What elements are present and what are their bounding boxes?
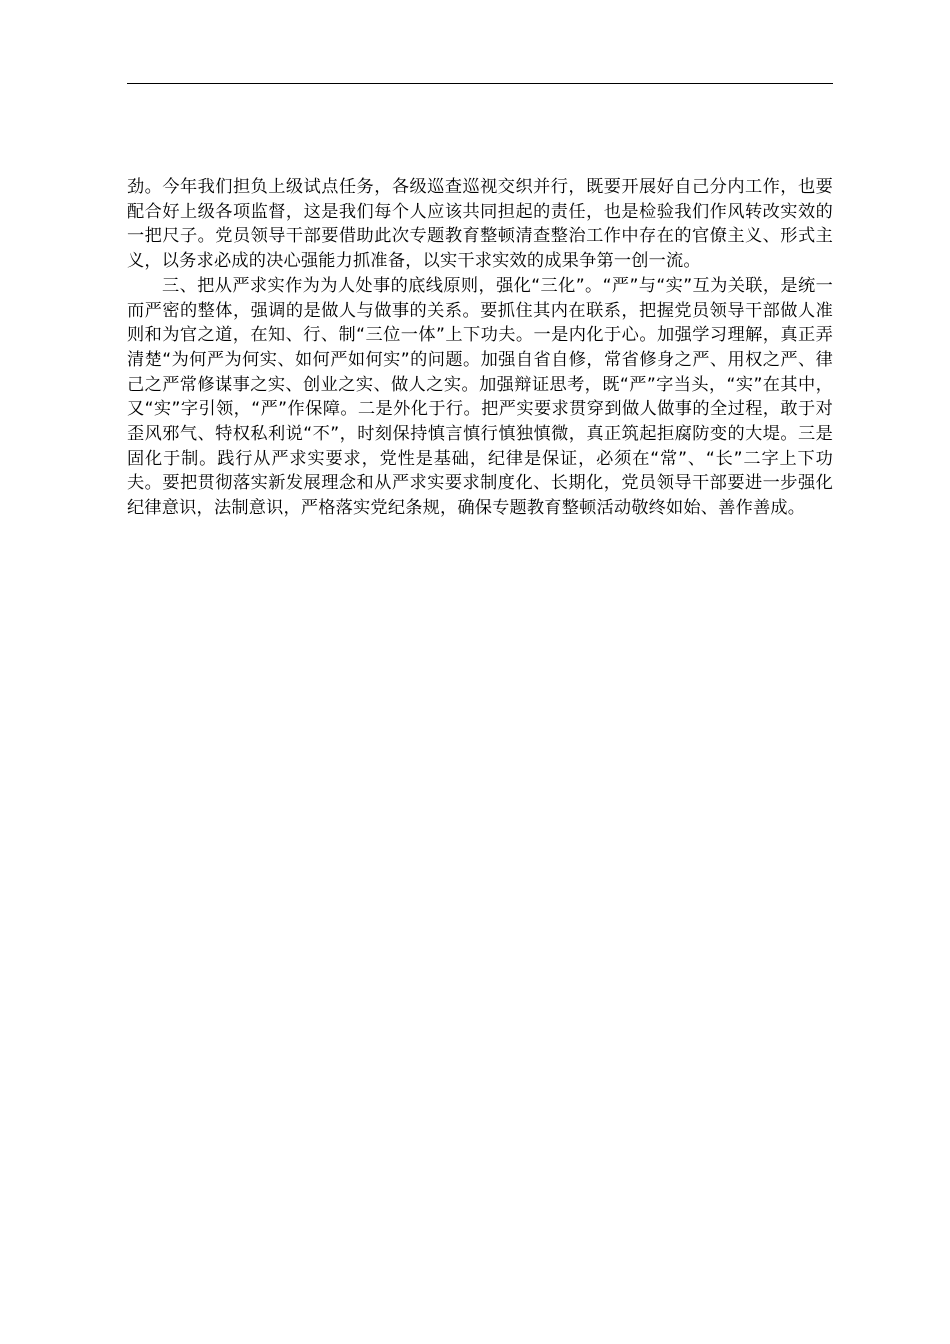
paragraph-section-three: 三、把从严求实作为为人处事的底线原则，强化“三化”。“严”与“实”互为关联，是统一而严密的整体，强调的是做人与做事的关系。要抓住其内在联系，把握党员领导干部做人准则和为官之道，在知、行、制“三位一体”上下功夫。一是内化于心。加强学习理解，真正弄清楚“为何严为何实、如何严如何实”的问题。加强自省自修，常省修身之严、用权之严、律己之严常修谋事之实、创业之实、做人之实。加强辩证思考，既“严”字当头，“实”在其中，又“实”字引领，“严”作保障。二是外化于行。把严实要求贯穿到做人做事的全过程，敢于对歪风邪气、特权私利说“不”，时刻保持慎言慎行慎独慎微，真正筑起拒腐防变的大堤。三是固化于制。践行从严求实要求，党性是基础，纪律是保证，必须在“常”、“长”二字上下功夫。要把贯彻落实新发展理念和从严求实要求制度化、长期化，党员领导干部要进一步强化纪律意识，法制意识，严格落实党纪条规，确保专题教育整顿活动敬终如始、善作善成。 bbox=[127, 275, 833, 519]
header-rule bbox=[127, 83, 833, 84]
document-body bbox=[127, 175, 833, 521]
paragraph-continuation: 劲。今年我们担负上级试点任务，各级巡查巡视交织并行，既要开展好自己分内工作，也要配合好上级各项监督，这是我们每个人应该共同担起的责任，也是检验我们作风转改实效的一把尺子。党员领导干部要借助此次专题教育整顿清查整治工作中存在的官僚主义、形式主义，以务求必成的决心强能力抓准备，以实干求实效的成果争第一创一流。 bbox=[127, 177, 833, 272]
